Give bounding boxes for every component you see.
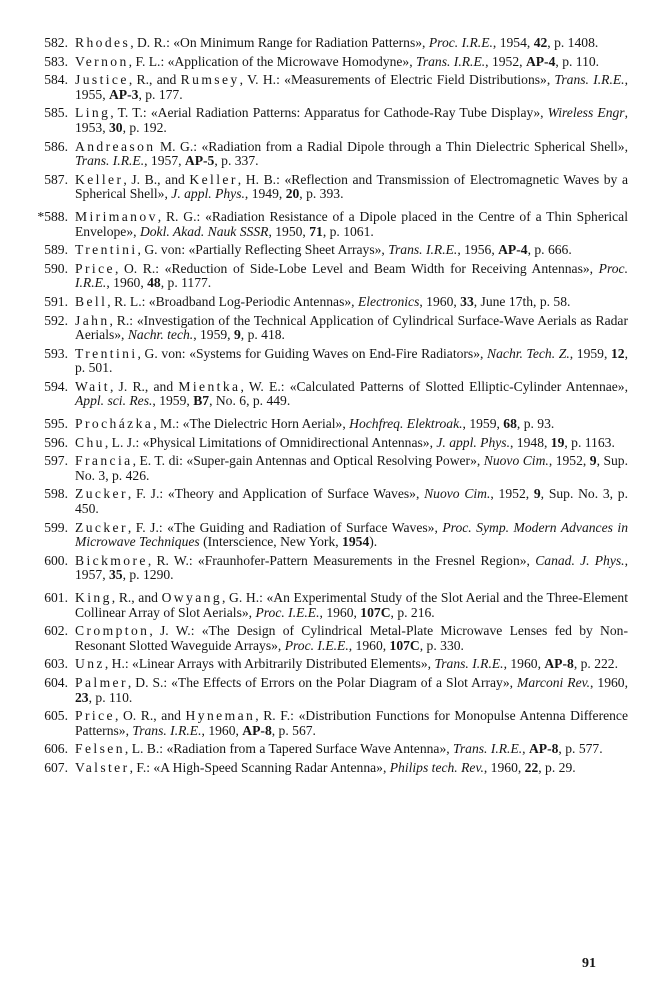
- reference-text-segment: , R. L.: «Broadband Log-Periodic Antennas»,: [107, 293, 358, 309]
- reference-journal: Trans. I.R.E.: [388, 242, 458, 258]
- reference-journal: Trans. I.R.E.: [453, 741, 523, 757]
- reference-entry: [18, 262, 628, 291]
- reference-journal: Proc. Symp. Modern Advances in Microwave Techniques: [75, 519, 628, 550]
- reference-text-segment: , J. W.: «The Design of Cylindrical Metal-Plate Microwave Lenses fed by Non-Resonant Slotted Waveguide Arrays»,: [75, 623, 628, 653]
- reference-text-segment: , p. 501.: [75, 345, 628, 376]
- reference-number: 605.: [44, 708, 68, 724]
- reference-text-segment: , 1949,: [244, 186, 286, 202]
- reference-author: Valster: [75, 759, 130, 775]
- reference-text-segment: , O. R., and: [114, 708, 186, 724]
- reference-author: King: [75, 590, 112, 605]
- reference-author: Crompton: [75, 623, 150, 639]
- reference-journal: Philips tech. Rev.: [389, 759, 484, 775]
- reference-author: Keller: [75, 171, 124, 187]
- reference-text-segment: , 1957,: [144, 153, 185, 169]
- reference-volume: AP-3: [108, 86, 139, 102]
- reference-text-segment: , p. 567.: [271, 722, 316, 738]
- reference-text-segment: , W. E.: «Calculated Patterns of Slotted Elliptic-Cylinder Antennae»,: [240, 378, 628, 394]
- reference-text: [75, 36, 628, 51]
- reference-author: Francia: [75, 453, 133, 469]
- reference-volume: 12: [611, 345, 625, 361]
- reference-number: 589.: [44, 242, 68, 258]
- reference-journal: Proc. I.E.E.: [255, 604, 320, 620]
- reference-text-segment: , p. 110.: [555, 53, 600, 69]
- reference-author: Palmer: [75, 674, 128, 690]
- reference-text-segment: , 1960,: [106, 275, 148, 291]
- reference-journal: Trans. I.R.E.: [554, 72, 625, 88]
- reference-journal: Marconi Rev.: [517, 674, 591, 690]
- reference-author: Vernon: [75, 53, 129, 69]
- reference-volume: 33: [460, 293, 474, 309]
- reference-volume: AP-8: [242, 722, 272, 738]
- reference-text-segment: , T. T.: «Aerial Radiation Patterns: Apparatus for Cathode-Ray Tube Display»,: [110, 105, 548, 121]
- reference-entry: [18, 417, 628, 432]
- reference-text-segment: , H.: «Linear Arrays with Arbitrarily Distributed Elements»,: [104, 656, 435, 672]
- reference-text: [75, 454, 628, 483]
- reference-text: [75, 591, 628, 620]
- reference-text-segment: , M.: «The Dielectric Horn Aerial»,: [153, 416, 350, 432]
- reference-text-segment: , 1960,: [503, 656, 545, 672]
- reference-number: 582.: [44, 35, 68, 50]
- reference-author: Unz: [75, 656, 105, 672]
- reference-entry: [18, 295, 628, 310]
- reference-text-segment: , D. R.: «On Minimum Range for Radiation Patterns»,: [130, 35, 429, 50]
- reference-number: 593.: [44, 345, 68, 361]
- reference-entry: [18, 657, 628, 672]
- reference-journal: Trans. I.R.E.: [416, 53, 486, 69]
- reference-journal: Trans. I.R.E.: [75, 153, 145, 169]
- reference-volume: 22: [524, 759, 539, 775]
- reference-entry: [18, 521, 628, 550]
- reference-text-segment: , 1948,: [510, 434, 551, 450]
- reference-number: 598.: [44, 486, 68, 502]
- reference-text-segment: , R. F.: «Distribution Functions for Monopulse Antenna Difference Patterns»,: [75, 708, 629, 738]
- reference-journal: Proc. I.R.E.: [428, 35, 493, 50]
- reference-text-segment: , 1960,: [590, 674, 628, 690]
- reference-author: Bickmore: [75, 552, 148, 568]
- reference-text-segment: , R., and: [111, 590, 162, 605]
- reference-text-segment: , H. B.: «Reflection and Transmission of Electromagnetic Waves by a Spherical Shell»,: [75, 171, 628, 202]
- reference-text-segment: , June 17th, p. 58.: [473, 293, 571, 309]
- reference-number: 600.: [44, 552, 68, 568]
- reference-text-segment: , F. L.: «Application of the Microwave Homodyne»,: [128, 53, 417, 69]
- reference-text-segment: , p. 330.: [419, 637, 464, 653]
- reference-text-segment: , p. 1163.: [564, 434, 615, 450]
- reference-text: [75, 243, 628, 258]
- reference-text: [75, 140, 628, 169]
- reference-text: [75, 624, 628, 653]
- reference-number: 587.: [44, 171, 68, 187]
- reference-author: Justice: [75, 72, 129, 88]
- reference-text: [75, 521, 628, 550]
- reference-volume: 68: [503, 416, 517, 432]
- reference-text-segment: , 1950,: [268, 223, 310, 239]
- reference-text-segment: , p. 1177.: [160, 275, 212, 291]
- reference-volume: 107C: [389, 637, 420, 653]
- reference-text: [75, 742, 628, 757]
- reference-coauthor: Mientka: [178, 378, 241, 394]
- reference-text: [75, 210, 628, 239]
- reference-text-segment: , J. R., and: [109, 378, 179, 394]
- reference-text-segment: , 1953,: [75, 105, 628, 135]
- reference-entry: [18, 173, 628, 202]
- reference-text-segment: , 1959,: [462, 416, 504, 432]
- reference-number: 585.: [44, 105, 68, 121]
- reference-text: [75, 262, 628, 291]
- reference-text: [75, 73, 628, 102]
- reference-text-segment: , p. 110.: [88, 689, 133, 705]
- reference-number: 591.: [44, 293, 68, 309]
- reference-text-segment: , L. B.: «Radiation from a Tapered Surface Wave Antenna»,: [124, 741, 454, 757]
- reference-text: [75, 487, 628, 516]
- reference-number: 594.: [44, 378, 68, 394]
- reference-text-segment: , R. G.: «Radiation Resistance of a Dipole placed in the Centre of a Thin Spherical Envelope»,: [75, 208, 628, 239]
- reference-text-segment: , 1960,: [319, 604, 361, 620]
- reference-volume: AP-8: [544, 656, 574, 672]
- reference-text-segment: , R., and: [128, 72, 181, 88]
- reference-text-segment: , p. 1408.: [547, 35, 599, 50]
- reference-author: Ling: [75, 105, 111, 121]
- reference-volume: 9: [533, 486, 541, 502]
- reference-text: [75, 709, 628, 738]
- reference-journal: Nuovo Cim.: [424, 486, 491, 502]
- reference-entry: [18, 140, 628, 169]
- reference-author: Zucker: [75, 519, 128, 535]
- reference-number: 596.: [44, 434, 68, 450]
- reference-volume: AP-5: [184, 153, 215, 169]
- reference-entry: [18, 106, 628, 135]
- reference-text-segment: , p. 666.: [527, 242, 572, 258]
- reference-text-segment: , 1960,: [348, 637, 390, 653]
- reference-entry: [18, 380, 628, 409]
- reference-entry: [18, 243, 628, 258]
- reference-journal: Trans. I.R.E.: [434, 656, 504, 672]
- reference-text-segment: , p. 577.: [558, 741, 603, 757]
- reference-text: [75, 380, 628, 409]
- reference-entry: [18, 347, 628, 376]
- reference-author: Jahn: [75, 312, 110, 328]
- reference-author: Rhodes: [75, 35, 131, 50]
- reference-text-segment: , G. von: «Partially Reflecting Sheet Arrays»,: [137, 242, 389, 258]
- reference-entry: [18, 624, 628, 653]
- reference-entry: [18, 554, 628, 583]
- reference-text-segment: ).: [369, 534, 378, 550]
- reference-text-segment: , 1959,: [569, 345, 611, 361]
- reference-author: Chu: [75, 434, 105, 450]
- reference-text-segment: , p. 1061.: [322, 223, 374, 239]
- reference-text: [75, 417, 628, 432]
- reference-text: [75, 295, 628, 310]
- reference-journal: Hochfreq. Elektroak.: [349, 416, 463, 432]
- reference-text-segment: , p. 216.: [390, 604, 435, 620]
- reference-text-segment: , p. 393.: [299, 186, 344, 202]
- reference-volume: 9: [589, 453, 597, 469]
- reference-text-segment: , p. 93.: [516, 416, 555, 432]
- reference-number: 584.: [44, 72, 68, 88]
- reference-volume: AP-4: [525, 53, 556, 69]
- reference-text-segment: , R. W.: «Fraunhofer-Pattern Measurements in the Fresnel Region»,: [147, 552, 536, 568]
- reference-text-segment: , p. 177.: [138, 86, 183, 102]
- reference-entry: [18, 709, 628, 738]
- reference-coauthor: Owyang: [161, 590, 223, 605]
- reference-text-segment: , F. J.: «Theory and Application of Surface Waves»,: [127, 486, 425, 502]
- reference-volume: AP-8: [528, 741, 559, 757]
- reference-text-segment: , p. 337.: [214, 153, 259, 169]
- reference-text-segment: , p. 29.: [538, 759, 576, 775]
- reference-volume: 42: [533, 35, 548, 50]
- reference-journal: J. appl. Phys.: [171, 186, 245, 202]
- reference-journal: Nachr. Tech. Z.: [487, 345, 570, 361]
- reference-text-segment: , L. J.: «Physical Limitations of Omnidirectional Antennas»,: [104, 434, 437, 450]
- reference-entry: [18, 676, 628, 705]
- reference-text: [75, 436, 628, 451]
- reference-text-segment: , O. R.: «Reduction of Side-Lobe Level and Beam Width for Receiving Antennas»,: [114, 260, 599, 276]
- reference-volume: B7: [193, 393, 210, 409]
- reference-text-segment: , 1959,: [152, 393, 194, 409]
- reference-number: 586.: [44, 138, 68, 154]
- reference-number: 603.: [44, 656, 68, 672]
- reference-text: [75, 55, 628, 70]
- reference-volume: 30: [108, 119, 123, 135]
- reference-number: 604.: [44, 674, 68, 690]
- reference-text-segment: , p. 1290.: [122, 567, 174, 583]
- reference-author: Zucker: [75, 486, 128, 502]
- reference-entry: [18, 210, 628, 239]
- reference-entry: [18, 742, 628, 757]
- reference-author: Felsen: [75, 741, 125, 757]
- reference-text-segment: , J. B., and: [123, 171, 190, 187]
- reference-text-segment: , No. 6, p. 449.: [209, 393, 291, 409]
- reference-text-segment: , R.: «Investigation of the Technical Application of Cylindrical Surface-Wave Aerials as Radar Aerials»,: [75, 312, 628, 343]
- reference-number: 599.: [44, 519, 68, 535]
- reference-text-segment: , V. H.: «Measurements of Electric Field Distributions»,: [239, 72, 555, 88]
- reference-number: 602.: [44, 623, 68, 639]
- reference-text-segment: , 1955,: [75, 72, 628, 102]
- reference-entry: [18, 55, 628, 70]
- reference-entry: [18, 436, 628, 451]
- reference-text: [75, 761, 628, 776]
- reference-journal: Canad. J. Phys.: [535, 552, 625, 568]
- reference-number: 590.: [44, 260, 68, 276]
- reference-journal: Proc. I.E.E.: [284, 637, 349, 653]
- reference-author: Bell: [75, 293, 108, 309]
- reference-text-segment: , p. 418.: [240, 327, 285, 343]
- reference-journal: Proc. I.R.E.: [75, 260, 628, 291]
- reference-volume: 48: [147, 275, 161, 291]
- reference-number: 607.: [44, 759, 68, 775]
- reference-number: 597.: [44, 453, 68, 469]
- reference-entry: [18, 454, 628, 483]
- reference-journal: Trans. I.R.E.: [132, 722, 202, 738]
- reference-author: Price: [75, 260, 115, 276]
- reference-volume: 71: [309, 223, 323, 239]
- reference-text: [75, 347, 628, 376]
- reference-text-segment: , 1952,: [548, 453, 590, 469]
- reference-number: 606.: [44, 741, 68, 757]
- reference-text-segment: , p. 222.: [573, 656, 618, 672]
- reference-volume: 35: [108, 567, 123, 583]
- reference-text-segment: , 1960,: [201, 722, 243, 738]
- reference-number: 595.: [44, 416, 68, 432]
- reference-entry: [18, 73, 628, 102]
- reference-volume: 19: [550, 434, 565, 450]
- reference-number: 601.: [44, 590, 68, 605]
- reference-text: [75, 106, 628, 135]
- reference-text: [75, 173, 628, 202]
- reference-text-segment: , Sup. No. 3, p. 426.: [75, 453, 628, 483]
- reference-number: 583.: [44, 53, 68, 69]
- reference-text-segment: , 1957,: [75, 552, 628, 583]
- reference-journal: Nachr. tech.: [127, 327, 194, 343]
- reference-volume: 107C: [360, 604, 391, 620]
- reference-entry: [18, 487, 628, 516]
- reference-volume: 9: [233, 327, 241, 343]
- reference-number: *588.: [37, 208, 68, 224]
- reference-entry: [18, 761, 628, 776]
- reference-author: Mirimanov: [75, 208, 158, 224]
- reference-text-segment: , G. H.: «An Experimental Study of the Slot Aerial and the Three-Element Collinear Array of Slot Aerials»,: [75, 590, 629, 620]
- reference-text-segment: , G. von: «Systems for Guiding Waves on End-Fire Radiators»,: [137, 345, 488, 361]
- reference-coauthor: Keller: [189, 171, 238, 187]
- reference-volume: AP-4: [498, 242, 528, 258]
- reference-coauthor: Hyneman: [185, 708, 256, 724]
- reference-author: Procházka: [75, 416, 154, 432]
- reference-number: 592.: [44, 312, 68, 328]
- reference-journal: Appl. sci. Res.: [75, 393, 153, 409]
- reference-text-segment: , E. T. di: «Super-gain Antennas and Optical Resolving Power»,: [132, 453, 484, 469]
- reference-journal: Wireless Engr: [547, 105, 625, 121]
- reference-text-segment: , 1954,: [492, 35, 534, 50]
- reference-entry: [18, 36, 628, 51]
- reference-author: Andreason: [75, 138, 156, 154]
- reference-list: [18, 36, 628, 780]
- reference-text-segment: (Interscience, New York,: [199, 534, 343, 550]
- reference-author: Trentini: [75, 345, 138, 361]
- reference-text-segment: , F.: «A High-Speed Scanning Radar Antenna»,: [129, 759, 390, 775]
- reference-text-segment: , 1952,: [485, 53, 526, 69]
- reference-text-segment: , 1952,: [490, 486, 534, 502]
- reference-text-segment: , 1959,: [193, 327, 234, 343]
- reference-entry: [18, 591, 628, 620]
- reference-journal: Electronics: [357, 293, 420, 309]
- reference-entry: [18, 314, 628, 343]
- reference-journal: Dokl. Akad. Nauk SSSR: [139, 223, 269, 239]
- reference-volume: 20: [285, 186, 300, 202]
- reference-author: Wait: [75, 378, 110, 394]
- reference-coauthor: Rumsey: [180, 72, 240, 88]
- reference-text-segment: , F. J.: «The Guiding and Radiation of Surface Waves»,: [127, 519, 443, 535]
- reference-author: Price: [75, 708, 115, 724]
- reference-text-segment: M. G.: «Radiation from a Radial Dipole through a Thin Dielectric Spherical Shell»,: [155, 138, 628, 154]
- reference-author: Trentini: [75, 242, 138, 258]
- reference-text-segment: , D. S.: «The Effects of Errors on the Polar Diagram of a Slot Array»,: [127, 674, 518, 690]
- page-number: 91: [582, 956, 596, 971]
- reference-text-segment: , p. 192.: [122, 119, 167, 135]
- reference-journal: J. appl. Phys.: [436, 434, 510, 450]
- reference-text: [75, 676, 628, 705]
- reference-text: [75, 657, 628, 672]
- reference-text: [75, 314, 628, 343]
- reference-volume: 1954: [342, 534, 370, 550]
- reference-text-segment: , 1960,: [419, 293, 461, 309]
- reference-volume: 23: [75, 689, 89, 705]
- reference-text: [75, 554, 628, 583]
- reference-journal: Nuovo Cim.: [483, 453, 549, 469]
- reference-text-segment: , Sup. No. 3, p. 450.: [75, 486, 628, 517]
- reference-text-segment: ,: [522, 741, 529, 757]
- reference-text-segment: , 1960,: [483, 759, 525, 775]
- reference-text-segment: , 1956,: [457, 242, 499, 258]
